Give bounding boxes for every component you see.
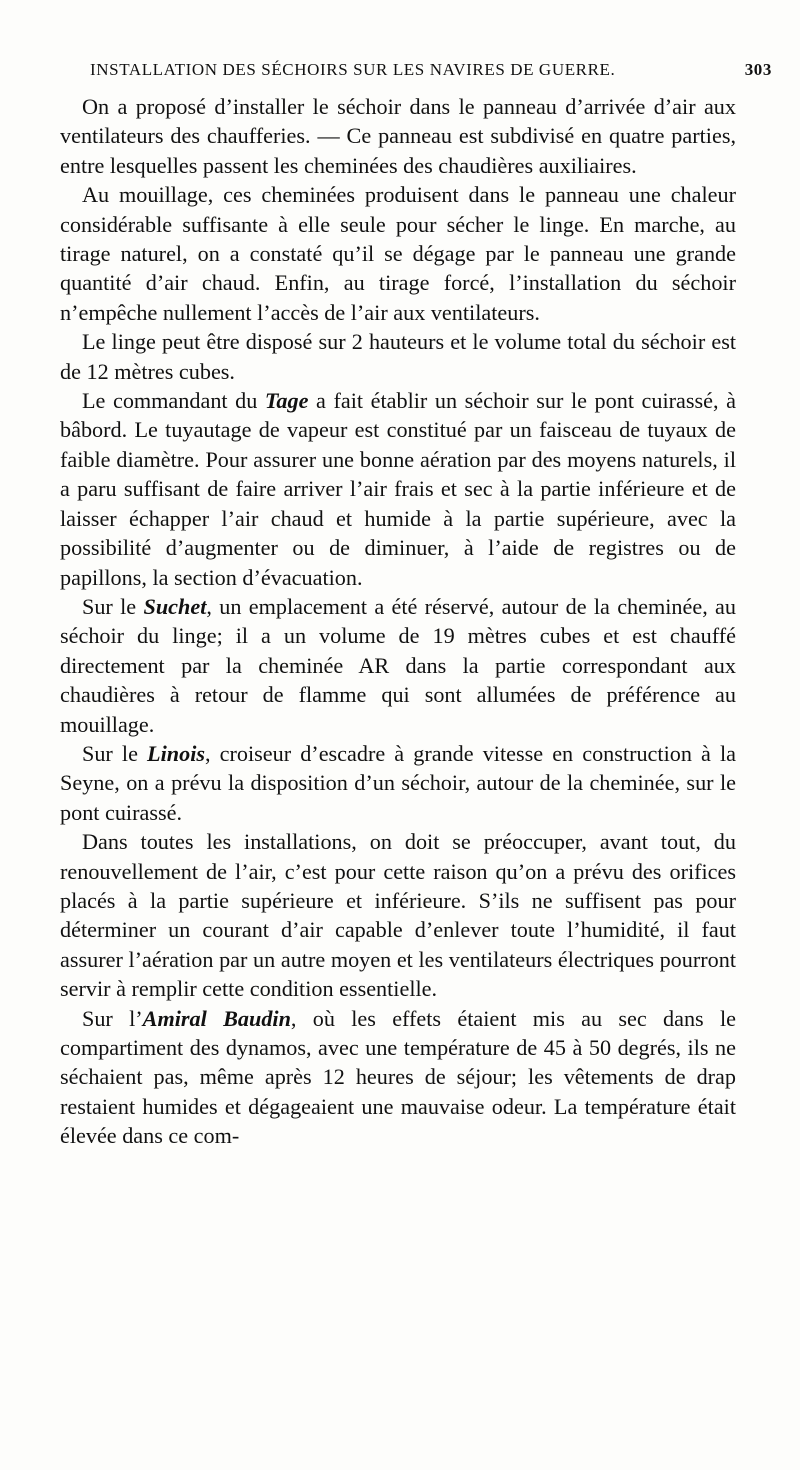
paragraph-text: Au mouillage, ces cheminées produisent dans le panneau une chaleur considérable suffisante à elle seule pour sécher le linge. En marche, au tirage naturel, on a constaté qu’il se dégage par le panneau une grande quantité d’air chaud. Enfin, au tirage forcé, l’installation du séchoir n’empêche nullement l’accès de l’air aux ventilateurs. (60, 182, 736, 325)
paragraph (60, 1004, 736, 1151)
paragraph-text: Dans toutes les installations, on doit se préoccuper, avant tout, du renouvellement de l’air, c’est pour cette raison qu’on a prévu des orifices placés à la partie supérieure et inférieure. S’ils ne suffisent pas pour déterminer un courant d’air capable d’enlever toute l’humidité, il faut assurer l’aération par un autre moyen et les ventilateurs électriques pourront servir à remplir cette condition essentielle. (60, 829, 736, 1002)
paragraph-text: Le linge peut être disposé sur 2 hauteurs et le volume total du séchoir est de 12 mètres cubes. (60, 329, 736, 384)
ship-name: Suchet (143, 593, 207, 619)
paragraph-text: Sur l’ (82, 1005, 143, 1031)
page-header (90, 60, 772, 84)
paragraph (60, 327, 736, 386)
page-number: 303 (744, 60, 772, 79)
paragraph-text: , où les effets étaient mis au sec dans le compartiment des dynamos, avec une température de 45 à 50 degrés, ils ne séchaient pas, même après 12 heures de séjour; les vêtements de drap restaient humides et dégageaient une mauvaise odeur. La température était élevée dans ce com- (60, 1005, 736, 1149)
paragraph-text: , un emplacement a été réservé, autour de la cheminée, au séchoir du linge; il a un volume de 19 mètres cubes et est chauffé directement par la cheminée AR dans la partie correspondant aux chaudières à retour de flamme qui sont allumées de préférence au mouillage. (60, 593, 737, 737)
paragraph-text: a fait établir un séchoir sur le pont cuirassé, à bâbord. Le tuyautage de vapeur est constitué par un faisceau de tuyaux de faible diamètre. Pour assurer une bonne aération par des moyens naturels, il a paru suffisant de faire arriver l’air frais et sec à la partie inférieure et de laisser échapper l’air chaud et humide à la partie supérieure, avec la possibilité d’augmenter ou de diminuer, à l’aide de registres ou de papillons, la section d’évacuation. (60, 388, 736, 590)
paragraph (60, 592, 736, 739)
paragraph (60, 827, 736, 1003)
paragraph-text: , croiseur d’escadre à grande vitesse en construction à la Seyne, on a prévu la disposition d’un séchoir, autour de la cheminée, sur le pont cuirassé. (60, 740, 736, 825)
ship-name: Linois (147, 740, 205, 766)
paragraph-text: On a proposé d’installer le séchoir dans le panneau d’arrivée d’air aux ventilateurs des chaufferies. — Ce panneau est subdivisé en quatre parties, entre lesquelles passent les cheminées des chaudières auxiliaires. (60, 94, 736, 178)
paragraph-text: Sur le (82, 593, 144, 619)
ship-name: Amiral Baudin (142, 1005, 291, 1031)
body-text (60, 92, 736, 1151)
paragraph (60, 92, 736, 180)
paragraph-text: Sur le (82, 740, 148, 766)
paragraph (60, 739, 736, 827)
paragraph (60, 180, 736, 327)
ship-name: Tage (264, 388, 309, 414)
paragraph (60, 386, 736, 592)
paragraph-text: Le commandant du (82, 388, 265, 414)
running-head: INSTALLATION DES SÉCHOIRS SUR LES NAVIRES DE GUERRE. (90, 60, 616, 79)
